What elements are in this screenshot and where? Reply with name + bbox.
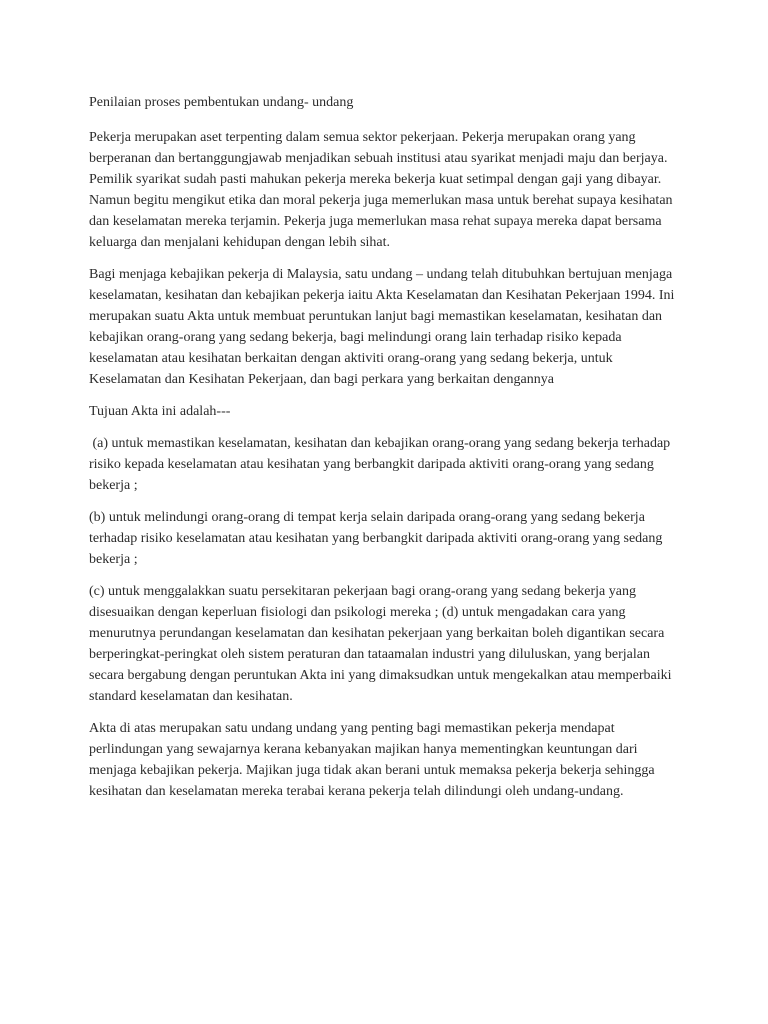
paragraph-item-b: (b) untuk melindungi orang-orang di tempat kerja selain daripada orang-orang yang sedang bekerja terhadap risiko keselamatan atau kesihatan yang berbangkit daripada aktiviti orang-orang yang sedang bekerja ; — [89, 510, 663, 567]
paragraph-akta: Bagi menjaga kebajikan pekerja di Malaysia, satu undang – undang telah ditubuhkan bertujuan menjaga keselamatan, kesihatan dan kebajikan pekerja iaitu Akta Keselamatan dan Kesihatan Pekerjaan 1994. Ini merupakan suatu Akta untuk membuat peruntukan lanjut bagi memastikan keselamatan, kesihatan dan kebajikan orang-orang yang sedang bekerja, bagi melindungi orang lain terhadap risiko kepada keselamatan atau kesihatan berkaitan dengan aktiviti orang-orang yang sedang bekerja, untuk Keselamatan dan Kesihatan Pekerjaan, dan bagi perkara yang berkaitan dengannya — [89, 267, 675, 387]
paragraph-item-a: (a) untuk memastikan keselamatan, kesihatan dan kebajikan orang-orang yang sedang bekerja terhadap risiko kepada keselamatan atau kesihatan yang berbangkit daripada aktiviti orang-orang yang sedang bekerja ; — [89, 436, 674, 493]
paragraph-tujuan-heading: Tujuan Akta ini adalah--- — [89, 404, 231, 419]
paragraph-item-c-d: (c) untuk menggalakkan suatu persekitaran pekerjaan bagi orang-orang yang sedang bekerja yang disesuaikan dengan keperluan fisiologi dan psikologi mereka ; (d) untuk mengadakan cara yang menurutnya perundangan keselamatan dan kesihatan pekerjaan yang berkaitan boleh digantikan secara berperingkat-peringkat oleh sistem peraturan dan tataamalan industri yang diluluskan, yang berjalan secara bergabung dengan peruntukan Akta ini yang dimaksudkan untuk mengekalkan atau memperbaiki standard keselamatan dan kesihatan. — [89, 584, 672, 704]
paragraph-conclusion: Akta di atas merupakan satu undang undang yang penting bagi memastikan pekerja mendapat perlindungan yang sewajarnya kerana kebanyakan majikan hanya mementingkan keuntungan dari menjaga kebajikan pekerja. Majikan juga tidak akan berani untuk memaksa pekerja bekerja sehingga kesihatan dan keselamatan mereka terabai kerana pekerja telah dilindungi oleh undang-undang. — [89, 721, 655, 799]
document-page — [89, 92, 679, 813]
document-title: Penilaian proses pembentukan undang- undang — [89, 95, 354, 110]
paragraph-intro: Pekerja merupakan aset terpenting dalam semua sektor pekerjaan. Pekerja merupakan orang yang berperanan dan bertanggungjawab menjadikan sebuah institusi atau syarikat menjadi maju dan berjaya. Pemilik syarikat sudah pasti mahukan pekerja mereka bekerja kuat setimpal dengan gaji yang dibayar. Namun begitu mengikut etika dan moral pekerja juga memerlukan masa untuk berehat supaya kesihatan dan keselamatan mereka terjamin. Pekerja juga memerlukan masa rehat supaya mereka dapat bersama keluarga dan menjalani kehidupan dengan lebih sihat. — [89, 130, 673, 250]
